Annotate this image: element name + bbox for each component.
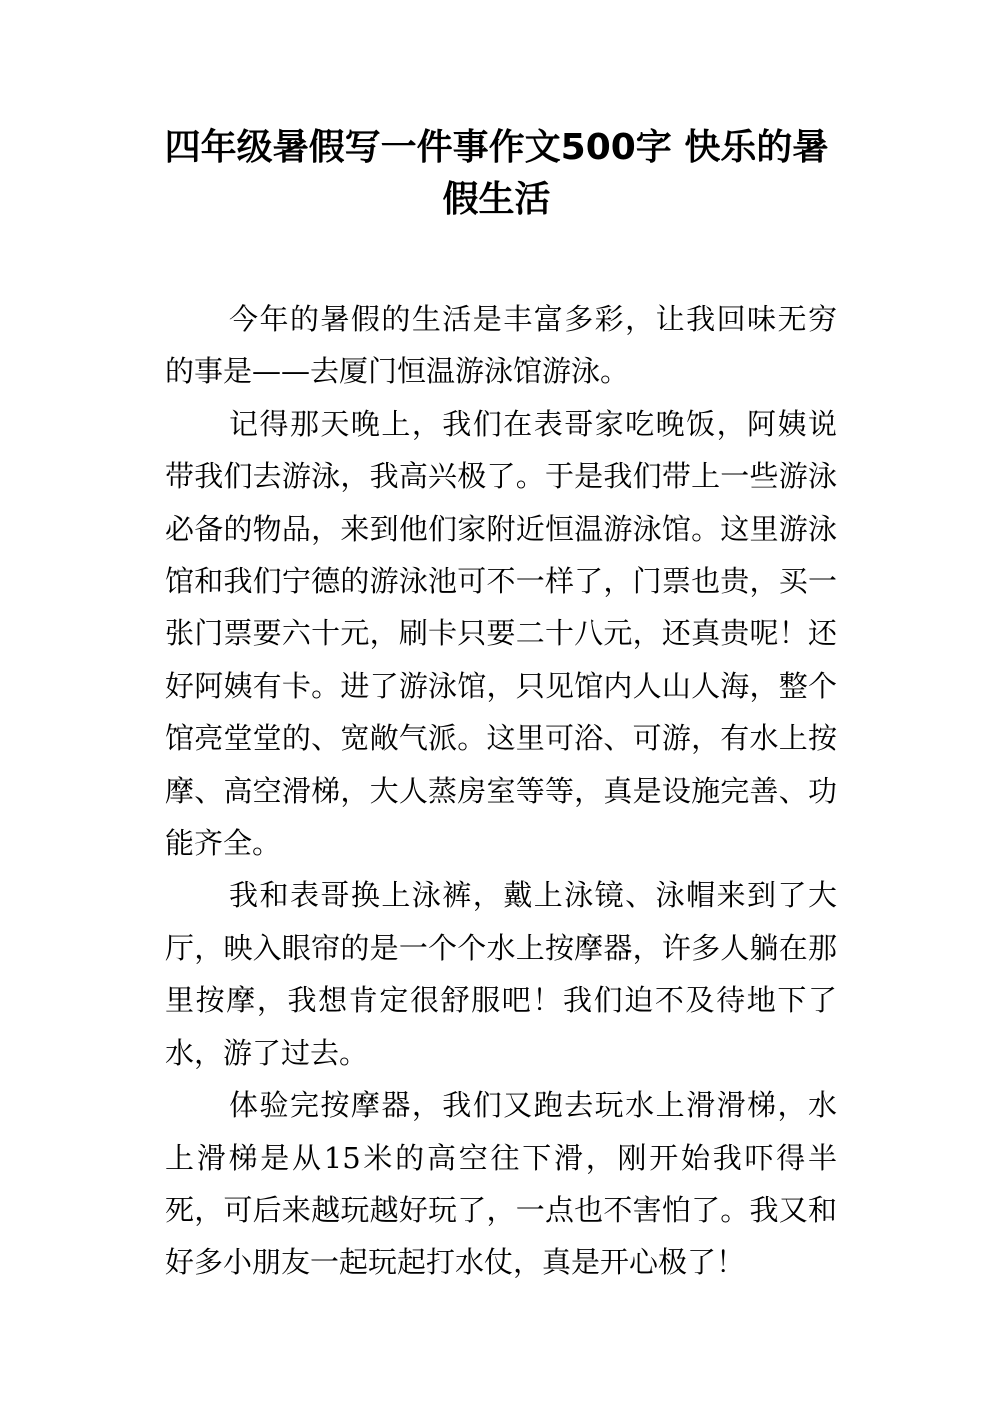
document-title: 四年级暑假写一件事作文500字 快乐的暑假生活 [164, 127, 829, 220]
document-body [165, 293, 837, 1289]
paragraph: 记得那天晚上，我们在表哥家吃晚饭，阿姨说带我们去游泳，我高兴极了。于是我们带上一些游泳必备的物品，来到他们家附近恒温游泳馆。这里游泳馆和我们宁德的游泳池可不一样了，门票也贵，买一张门票要六十元，刷卡只要二十八元，还真贵呢！还好阿姨有卡。进了游泳馆，只见馆内人山人海，整个馆亮堂堂的、宽敞气派。这里可浴、可游，有水上按摩、高空滑梯，大人蒸房室等等，真是设施完善、功能齐全。 [165, 406, 837, 861]
paragraph: 体验完按摩器，我们又跑去玩水上滑滑梯，水上滑梯是从15米的高空往下滑，刚开始我吓得半死，可后来越玩越好玩了，一点也不害怕了。我又和好多小朋友一起玩起打水仗，真是开心极了！ [165, 1088, 837, 1280]
paragraph: 今年的暑假的生活是丰富多彩，让我回味无穷的事是——去厦门恒温游泳馆游泳。 [165, 302, 837, 389]
paragraph: 我和表哥换上泳裤，戴上泳镜、泳帽来到了大厅，映入眼帘的是一个个水上按摩器，许多人躺在那里按摩，我想肯定很舒服吧！我们迫不及待地下了水，游了过去。 [165, 878, 837, 1070]
